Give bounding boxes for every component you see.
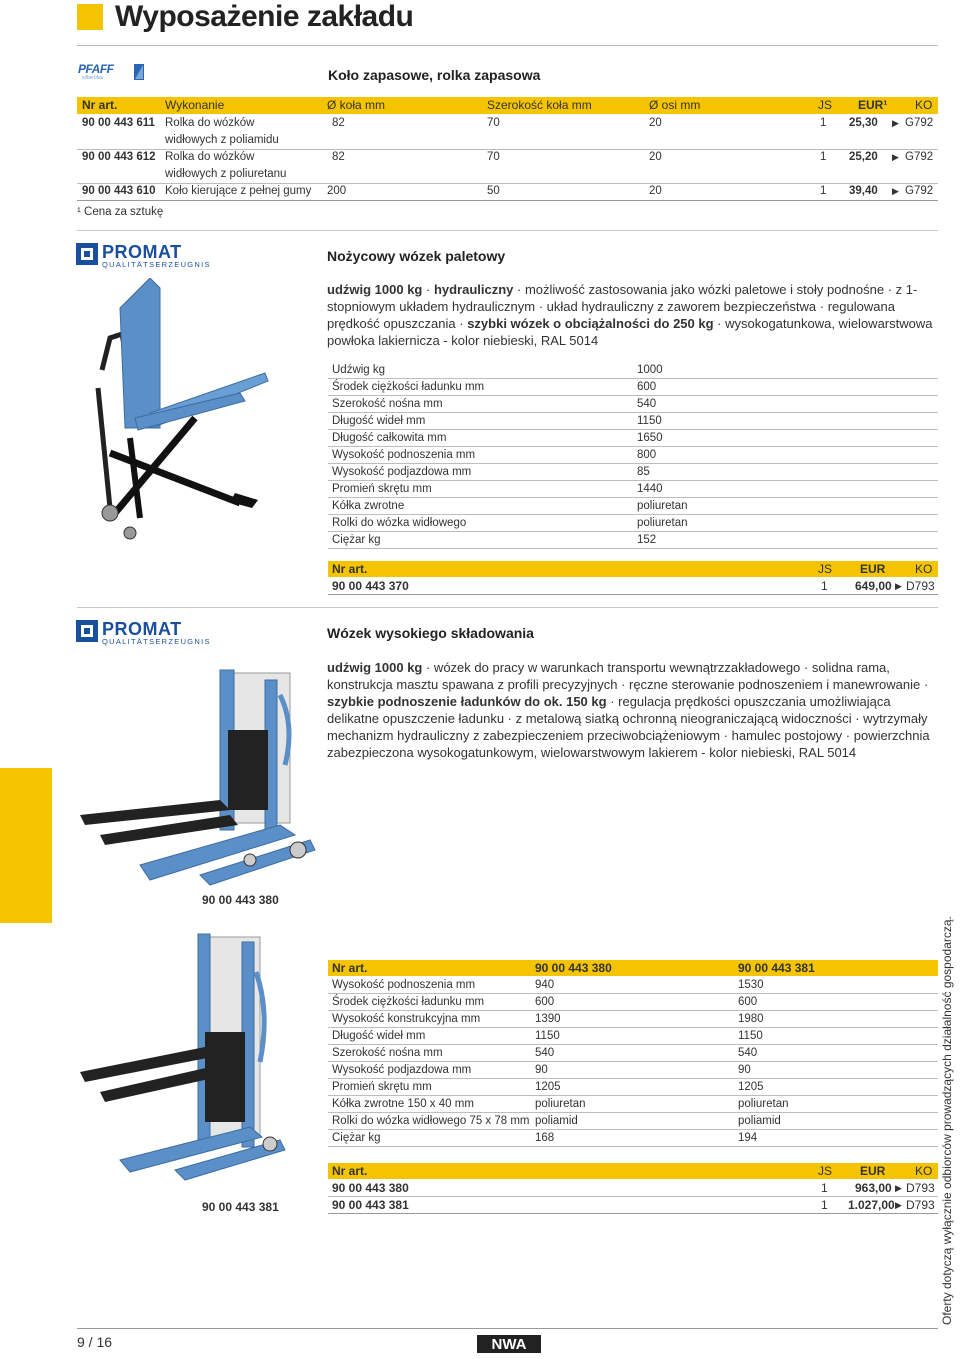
footer-logo [477,1333,541,1355]
title-divider [77,45,938,46]
table-row: Środek ciężkości ładunku mm 600 600 [328,994,938,1011]
col-kolo: Ø koła mm [327,98,386,112]
title-marker [77,4,103,30]
table-row: Ciężar kg 152 [328,532,938,549]
price-arrow-icon: ▶ [895,581,902,591]
table-row: 90 00 443 610 Koło kierujące z pełnej gumy 200 50 20 1 39,40 ▶ G792 [77,183,938,201]
table-row: Wysokość podnoszenia mm 800 [328,447,938,464]
price-arrow-icon: ▶ [892,152,899,162]
table-row: Udźwig kg 1000 [328,362,938,379]
section3-spec-table [328,977,938,1147]
table-row: 90 00 443 380 1 963,00 ▶ D793 [328,1180,938,1197]
image-label-380: 90 00 443 380 [202,893,279,907]
table-row: Promień skrętu mm 1440 [328,481,938,498]
section2-description: udźwig 1000 kg · hydrauliczny · możliwość zastosowania jako wózki paletowe i stoły podnośne · z 1-stopniowym układem hydraulicznym · układ hydrauliczny z zaworem bezpieczeństwa · regulowana prędkość opuszczania · szybki wózek o obciążalności do 250 kg · wysokogatunkowa, wielowarstwowa powłoka lakiernicza - kolor niebieski, RAL 5014 [327,282,933,348]
footer-logo-text: NWA [491,1336,527,1353]
price-arrow-icon: ▶ [895,1183,902,1193]
col-eur: EUR¹ [858,98,888,112]
table-row: Kółka zwrotne 150 x 40 mm poliuretan poliuretan [328,1096,938,1113]
promat-logo [76,620,226,646]
col-wykonanie: Wykonanie [165,98,225,112]
promat-logo [76,243,226,269]
divider [77,230,938,231]
table-row: Szerokość nośna mm 540 [328,396,938,413]
table-row: Wysokość podjazdowa mm 85 [328,464,938,481]
price-arrow-icon: ▶ [892,118,899,128]
col-js: JS [818,98,833,112]
col-ko: KO [915,98,933,112]
stacker-image-381 [80,932,290,1182]
scissor-pallet-truck-image [80,278,270,543]
table-row: Długość wideł mm 1150 [328,413,938,430]
side-accent-bar [0,768,52,923]
table-row: 90 00 443 381 1 1.027,00 ▶ D793 [328,1197,938,1214]
price-arrow-icon: ▶ [892,186,899,196]
section2-spec-table [328,362,938,549]
section2-order-header: Nr art. JS EUR KO [328,561,938,577]
table-row: Rolki do wózka widłowego poliuretan [328,515,938,532]
table-row: Ciężar kg 168 194 [328,1130,938,1147]
pfaff-logo-text: PFAFF [78,62,114,76]
table-row: Środek ciężkości ładunku mm 600 [328,379,938,396]
col-nr-art: Nr art. [82,98,118,112]
price-arrow-icon: ▶ [895,1200,902,1210]
table-row: 90 00 443 611 Rolka do wózków widłowych z poliamidu 82 70 20 1 25,30 ▶ G792 [77,115,938,150]
side-note: Oferty dotyczą wyłącznie odbiorców prowadzących działalność gospodarczą. [940,916,954,1325]
col-os: Ø osi mm [649,98,701,112]
table-row: Promień skrętu mm 1205 1205 [328,1079,938,1096]
footer-divider [77,1328,938,1329]
section1-table-header [77,97,938,114]
section3-spec-header: Nr art. 90 00 443 380 90 00 443 381 [328,960,938,976]
table-row: Szerokość nośna mm 540 540 [328,1045,938,1062]
footnote: ¹ Cena za sztukę [77,206,164,218]
table-row: Długość całkowita mm 1650 [328,430,938,447]
promat-logo-text: PROMAT [102,620,182,639]
stacker-image-380 [80,665,320,890]
page-number: 9 / 16 [77,1334,113,1350]
promat-logo-subtext: QUALITÄTSERZEUGNIS [102,637,211,646]
pfaff-logo [76,62,146,82]
table-row: Kółka zwrotne poliuretan [328,498,938,515]
promat-logo-text: PROMAT [102,243,182,262]
promat-logo-subtext: QUALITÄTSERZEUGNIS [102,260,211,269]
table-row: Wysokość podjazdowa mm 90 90 [328,1062,938,1079]
section3-order-header: Nr art. JS EUR KO [328,1163,938,1179]
table-row: Rolki do wózka widłowego 75 x 78 mm poliamid poliamid [328,1113,938,1130]
table-row: Długość wideł mm 1150 1150 [328,1028,938,1045]
table-row: Wysokość konstrukcyjna mm 1390 1980 [328,1011,938,1028]
col-szerokosc: Szerokość koła mm [487,98,592,112]
section3-description: udźwig 1000 kg · wózek do pracy w warunkach transportu wewnątrzzakładowego · solidna rama, konstrukcja masztu spawana z profili precyzyjnych · ręczne sterowanie podnoszeniem i manewrowanie · szybkie podnoszenie ładunków do ok. 150 kg · regulacja prędkości opuszczania umożliwiająca delikatne opuszczenie ładunku · z metalową siatką ochronną nieograniczającą widoczności · wytrzymały mechanizm hydrauliczny z zabezpieczeniem przeciwobciążeniowym · hamulec postojowy · powierzchnia zabezpieczona wysokogatunkowym, wielowarstwowym lakierem - kolor niebieski, RAL 5014 [327,660,930,760]
page-title: Wyposażenie zakładu [115,0,414,33]
image-label-381: 90 00 443 381 [202,1200,279,1214]
table-row: 90 00 443 370 1 649,00 ▶ D793 [328,578,938,595]
section2-title: Nożycowy wózek paletowy [327,248,506,264]
pfaff-logo-subtext: silberblau [82,75,104,81]
divider [77,607,938,608]
table-row: Wysokość podnoszenia mm 940 1530 [328,977,938,994]
table-row: 90 00 443 612 Rolka do wózków widłowych z poliuretanu 82 70 20 1 25,20 ▶ G792 [77,149,938,184]
section1-title: Koło zapasowe, rolka zapasowa [328,67,541,83]
section3-title: Wózek wysokiego składowania [327,625,534,641]
